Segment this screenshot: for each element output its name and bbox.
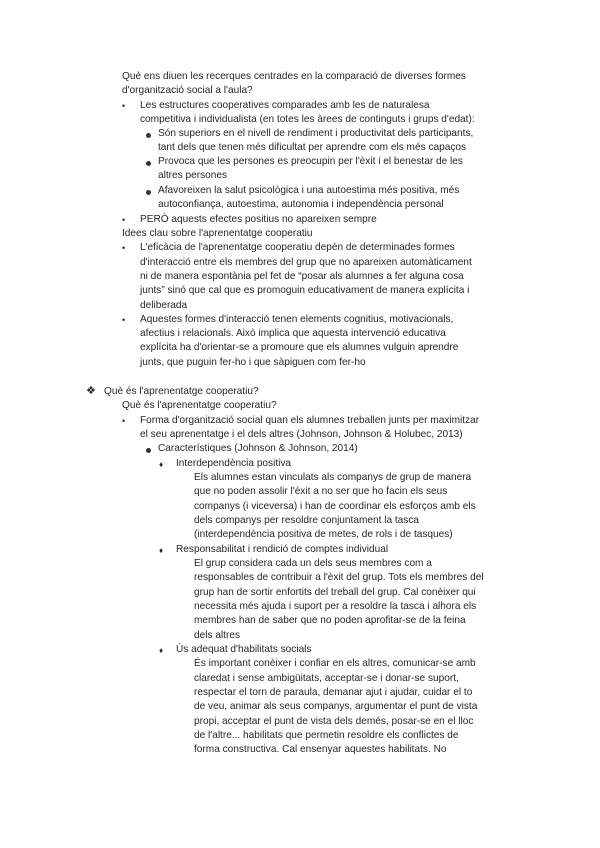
section2-subtitle: Què és l'aprenentatge cooperatiu? bbox=[122, 400, 277, 411]
c2-line3: grup han de sortir enfortits del treball del grup. Cal conèixer qui bbox=[194, 587, 476, 598]
sub-bullet-dot bbox=[146, 448, 151, 453]
c1-line4: dels companys per resoldre conjuntament la tasca bbox=[194, 515, 419, 526]
bullet1-line2: competitiva i individualista (en totes les àrees de continguts i grups d'edat): bbox=[140, 114, 475, 125]
characteristics-heading: Característiques (Johnson & Johnson, 2014) bbox=[158, 443, 358, 454]
c1-line3: companys (i viceversa) i han de coordinar els esforços amb els bbox=[194, 501, 476, 512]
c2-line1: El grup considera cada un dels seus membres com a bbox=[194, 558, 432, 569]
c3-line4: de veu, animar als seus companys, argumentar el punt de vista bbox=[194, 701, 478, 712]
sub-bullet-dot bbox=[146, 161, 151, 166]
c1-line2: que no poden assolir l'èxit a no ser que ho facin els seus bbox=[194, 486, 448, 497]
bullet2-text: PERÒ aquests efectes positius no apareixen sempre bbox=[140, 214, 377, 225]
sub2-line2: altres persones bbox=[158, 170, 228, 181]
section1-heading2: Idees clau sobre l'aprenentatge cooperatiu bbox=[122, 228, 313, 239]
sub-bullet-dot bbox=[146, 190, 151, 195]
c2-line5: membres han de saber que no poden aprofitar-se de la feina bbox=[194, 615, 466, 626]
bullet4-line2: afectius i relacionals. Això implica que aquesta intervenció educativa bbox=[140, 328, 446, 339]
c2-line4: necessita més ajuda i suport per a resoldre la tasca i alhora els bbox=[194, 601, 477, 612]
c2-title: Responsabilitat i rendició de comptes individual bbox=[176, 544, 389, 555]
c1-line1: Els alumnes estan vinculats als companys de grup de manera bbox=[194, 472, 472, 483]
sub3-line2: autoconfiança, autoestima, autonomia i independència personal bbox=[158, 199, 444, 210]
bullet3-line4: junts” sinó que cal que es promoguin educativament de manera explícita i bbox=[140, 285, 470, 296]
s2-bullet1-line1: Forma d'organització social quan els alumnes treballen junts per maximitzar bbox=[140, 415, 480, 426]
bullet3-line1: L'eficàcia de l'aprenentatge cooperatiu depèn de determinades formes bbox=[140, 242, 455, 253]
quad-diamond-bullet-icon: ❖ bbox=[86, 385, 96, 397]
sub1-line1: Són superiors en el nivell de rendiment i productivitat dels participants, bbox=[158, 128, 474, 139]
sub-bullet-dot bbox=[146, 133, 151, 138]
c3-title: Ús adequat d'habilitats socials bbox=[176, 644, 312, 655]
c3-line7: forma constructiva. Cal ensenyar aquestes habilitats. No bbox=[194, 744, 447, 755]
s2-bullet1-line2: el seu aprenentatge i el dels altres (Johnson, Johnson & Holubec, 2013) bbox=[140, 429, 463, 440]
c2-line2: responsables de contribuir a l'èxit del grup. Tots els membres del bbox=[194, 572, 484, 583]
diamond-bullet-icon: ♦ bbox=[159, 646, 164, 655]
bullet3-line2: d'interacció entre els membres del grup que no apareixen automàticament bbox=[140, 257, 472, 268]
c1-title: Interdependència positiva bbox=[176, 458, 292, 469]
diamond-bullet-icon: ♦ bbox=[159, 546, 164, 555]
section1-heading-line1: Què ens diuen les recerques centrades en la comparació de diverses formes bbox=[122, 71, 466, 82]
sub1-line2: tant dels que tenen més dificultat per aprendre com els més capaços bbox=[158, 142, 467, 153]
c3-line1: És important conèixer i confiar en els altres, comunicar-se amb bbox=[194, 658, 476, 669]
c3-line6: de l'altre... habilitats que permetin resoldre els conflictes de bbox=[194, 730, 459, 741]
bullet4-line3: explícita ha d'orientar-se a promoure que els alumnes vulguin aprendre bbox=[140, 342, 459, 353]
sub2-line1: Provoca que les persones es preocupin per l'èxit i el benestar de les bbox=[158, 156, 463, 167]
c3-line2: claredat i sense ambigüitats, acceptar-se i donar-se suport, bbox=[194, 673, 459, 684]
c2-line6: dels altres bbox=[194, 630, 241, 641]
diamond-bullet-icon: ♦ bbox=[159, 460, 164, 469]
bullet3-line3: ni de manera espontània pel fet de “posar als alumnes a fer alguna cosa bbox=[140, 271, 464, 282]
bullet4-line4: junts, que puguin fer-ho i que sàpiguen com fer-ho bbox=[140, 357, 366, 368]
c1-line5: (interdependència positiva de metes, de rols i de tasques) bbox=[194, 529, 453, 540]
bullet-marker: • bbox=[122, 416, 126, 426]
bullet-marker: • bbox=[122, 315, 126, 325]
bullet-marker: • bbox=[122, 243, 126, 253]
bullet1-line1: Les estructures cooperatives comparades amb les de naturalesa bbox=[140, 100, 430, 111]
sub3-line1: Afavoreixen la salut psicològica i una autoestima més positiva, més bbox=[158, 185, 460, 196]
c3-line3: respectar el torn de paraula, demanar ajut i ajudar, cuidar el to bbox=[194, 687, 473, 698]
bullet3-line5: deliberada bbox=[140, 300, 188, 311]
c3-line5: propi, acceptar el punt de vista dels demés, posar-se en el lloc bbox=[194, 716, 474, 727]
bullet-marker: • bbox=[122, 101, 126, 111]
section1-heading-line2: d'organització social a l'aula? bbox=[122, 85, 253, 96]
bullet4-line1: Aquestes formes d'interacció tenen elements cognitius, motivacionals, bbox=[140, 314, 454, 325]
section2-title: Què és l'aprenentatge cooperatiu? bbox=[104, 386, 259, 397]
bullet-marker: • bbox=[122, 215, 126, 225]
